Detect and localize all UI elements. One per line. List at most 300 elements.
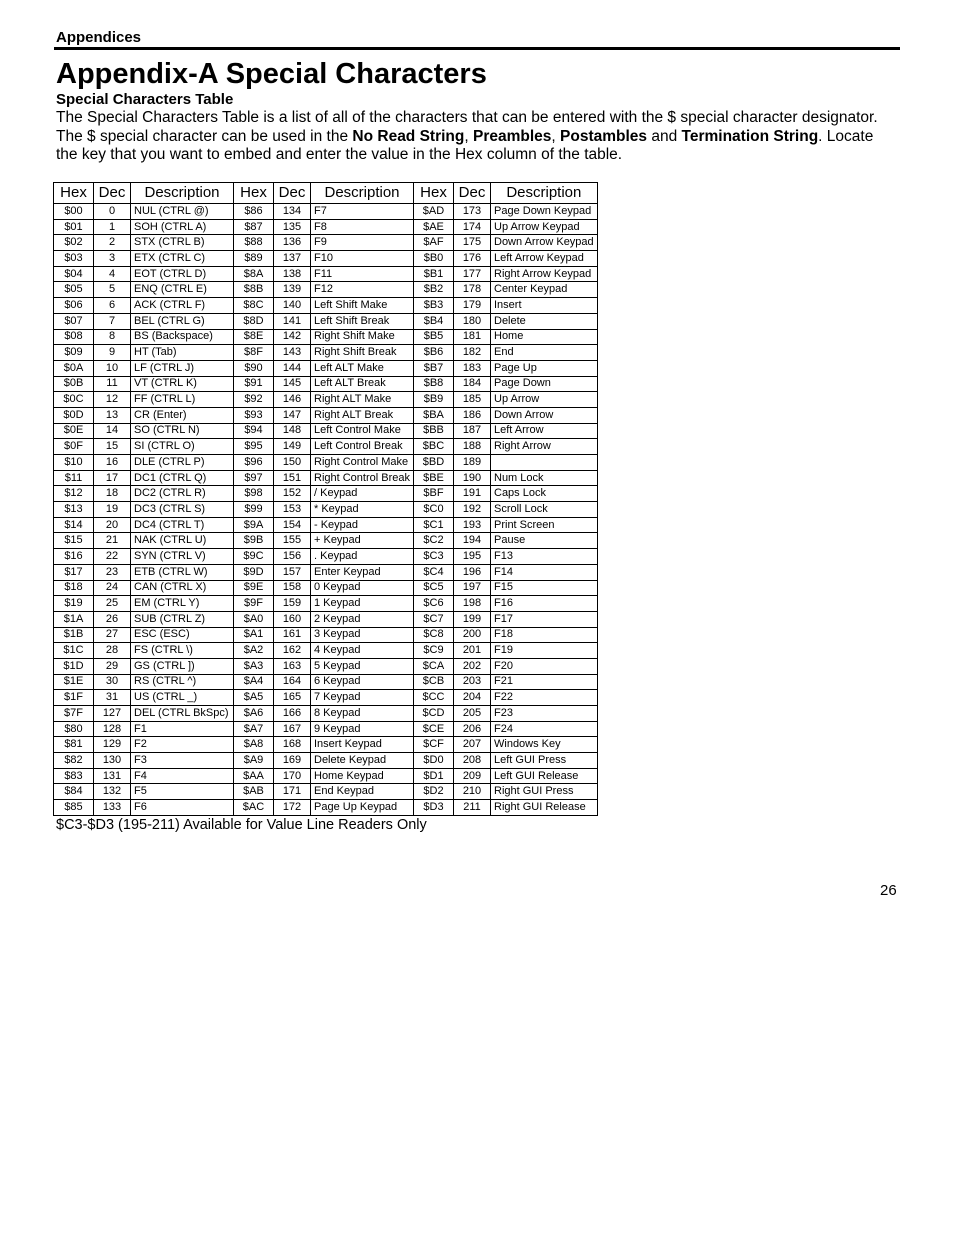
dec-cell: 0 xyxy=(94,204,131,220)
dec-cell: 168 xyxy=(274,737,311,753)
hex-cell: $9E xyxy=(234,580,274,596)
description-cell: Left Shift Break xyxy=(311,313,414,329)
dec-cell: 142 xyxy=(274,329,311,345)
dec-cell: 149 xyxy=(274,439,311,455)
dec-cell: 209 xyxy=(454,768,491,784)
dec-cell: 178 xyxy=(454,282,491,298)
description-cell: Up Arrow Keypad xyxy=(491,219,598,235)
hex-cell: $C2 xyxy=(414,533,454,549)
dec-cell: 28 xyxy=(94,643,131,659)
table-row xyxy=(54,204,598,220)
description-cell: F21 xyxy=(491,674,598,690)
description-cell: Caps Lock xyxy=(491,486,598,502)
description-cell: BS (Backspace) xyxy=(131,329,234,345)
description-cell: F18 xyxy=(491,627,598,643)
hex-cell: $07 xyxy=(54,313,94,329)
dec-cell: 31 xyxy=(94,690,131,706)
dec-cell: 210 xyxy=(454,784,491,800)
description-cell: Insert Keypad xyxy=(311,737,414,753)
description-cell: End Keypad xyxy=(311,784,414,800)
table-row xyxy=(54,345,598,361)
description-cell: Down Arrow Keypad xyxy=(491,235,598,251)
term-termination-string: Termination String xyxy=(681,127,819,145)
hex-cell: $AD xyxy=(414,204,454,220)
dec-cell: 146 xyxy=(274,392,311,408)
description-cell: Page Up xyxy=(491,360,598,376)
description-cell: DC4 (CTRL T) xyxy=(131,517,234,533)
dec-cell: 8 xyxy=(94,329,131,345)
hex-cell: $0F xyxy=(54,439,94,455)
description-cell: Num Lock xyxy=(491,470,598,486)
hex-cell: $93 xyxy=(234,407,274,423)
description-cell: 5 Keypad xyxy=(311,658,414,674)
intro-sep-2: , xyxy=(551,127,561,145)
hex-cell: $B4 xyxy=(414,313,454,329)
description-cell: STX (CTRL B) xyxy=(131,235,234,251)
description-cell: Enter Keypad xyxy=(311,564,414,580)
description-cell: F13 xyxy=(491,549,598,565)
hex-cell: $D3 xyxy=(414,800,454,816)
table-row xyxy=(54,360,598,376)
col-header-description: Description xyxy=(311,183,414,204)
hex-cell: $D2 xyxy=(414,784,454,800)
dec-cell: 134 xyxy=(274,204,311,220)
hex-cell: $16 xyxy=(54,549,94,565)
description-cell: 7 Keypad xyxy=(311,690,414,706)
hex-cell: $8C xyxy=(234,298,274,314)
dec-cell: 127 xyxy=(94,706,131,722)
description-cell: ENQ (CTRL E) xyxy=(131,282,234,298)
description-cell: Left Shift Make xyxy=(311,298,414,314)
dec-cell: 11 xyxy=(94,376,131,392)
hex-cell: $8A xyxy=(234,266,274,282)
dec-cell: 158 xyxy=(274,580,311,596)
hex-cell: $92 xyxy=(234,392,274,408)
hex-cell: $B1 xyxy=(414,266,454,282)
table-row xyxy=(54,439,598,455)
description-cell: 1 Keypad xyxy=(311,596,414,612)
table-row xyxy=(54,376,598,392)
page-number: 26 xyxy=(880,882,897,899)
dec-cell: 183 xyxy=(454,360,491,376)
description-cell: Left GUI Release xyxy=(491,768,598,784)
table-row xyxy=(54,219,598,235)
hex-cell: $BB xyxy=(414,423,454,439)
hex-cell: $11 xyxy=(54,470,94,486)
description-cell: F11 xyxy=(311,266,414,282)
dec-cell: 22 xyxy=(94,549,131,565)
description-cell: Home Keypad xyxy=(311,768,414,784)
description-cell: FF (CTRL L) xyxy=(131,392,234,408)
dec-cell: 206 xyxy=(454,721,491,737)
dec-cell: 131 xyxy=(94,768,131,784)
hex-cell: $83 xyxy=(54,768,94,784)
description-cell: Left Control Make xyxy=(311,423,414,439)
description-cell: DEL (CTRL BkSpc) xyxy=(131,706,234,722)
description-cell: + Keypad xyxy=(311,533,414,549)
description-cell: Scroll Lock xyxy=(491,502,598,518)
hex-cell: $CF xyxy=(414,737,454,753)
description-cell: F7 xyxy=(311,204,414,220)
dec-cell: 2 xyxy=(94,235,131,251)
table-row xyxy=(54,800,598,816)
hex-cell: $C4 xyxy=(414,564,454,580)
dec-cell: 204 xyxy=(454,690,491,706)
hex-cell: $C1 xyxy=(414,517,454,533)
table-row xyxy=(54,721,598,737)
description-cell: RS (CTRL ^) xyxy=(131,674,234,690)
dec-cell: 139 xyxy=(274,282,311,298)
description-cell: Home xyxy=(491,329,598,345)
dec-cell: 182 xyxy=(454,345,491,361)
table-row xyxy=(54,737,598,753)
hex-cell: $04 xyxy=(54,266,94,282)
hex-cell: $88 xyxy=(234,235,274,251)
description-cell: 8 Keypad xyxy=(311,706,414,722)
term-postambles: Postambles xyxy=(560,127,648,145)
hex-cell: $BA xyxy=(414,407,454,423)
dec-cell: 27 xyxy=(94,627,131,643)
dec-cell: 174 xyxy=(454,219,491,235)
description-cell: F20 xyxy=(491,658,598,674)
hex-cell: $98 xyxy=(234,486,274,502)
dec-cell: 180 xyxy=(454,313,491,329)
description-cell: Right Control Break xyxy=(311,470,414,486)
hex-cell: $97 xyxy=(234,470,274,486)
description-cell: F12 xyxy=(311,282,414,298)
intro-text-2: . Locate the key that you want to embed and enter the value in the Hex column of the table. xyxy=(56,127,874,163)
description-cell: SUB (CTRL Z) xyxy=(131,611,234,627)
table-row xyxy=(54,235,598,251)
dec-cell: 19 xyxy=(94,502,131,518)
description-cell: 0 Keypad xyxy=(311,580,414,596)
dec-cell: 30 xyxy=(94,674,131,690)
description-cell: DC2 (CTRL R) xyxy=(131,486,234,502)
hex-cell: $09 xyxy=(54,345,94,361)
dec-cell: 143 xyxy=(274,345,311,361)
dec-cell: 7 xyxy=(94,313,131,329)
table-row xyxy=(54,455,598,471)
intro-sep-3: and xyxy=(647,127,682,145)
hex-cell: $CE xyxy=(414,721,454,737)
dec-cell: 128 xyxy=(94,721,131,737)
description-cell: F10 xyxy=(311,251,414,267)
description-cell: F23 xyxy=(491,706,598,722)
dec-cell: 195 xyxy=(454,549,491,565)
dec-cell: 169 xyxy=(274,753,311,769)
dec-cell: 18 xyxy=(94,486,131,502)
dec-cell: 208 xyxy=(454,753,491,769)
hex-cell: $08 xyxy=(54,329,94,345)
hex-cell: $7F xyxy=(54,706,94,722)
hex-cell: $1A xyxy=(54,611,94,627)
hex-cell: $1D xyxy=(54,658,94,674)
description-cell: EOT (CTRL D) xyxy=(131,266,234,282)
dec-cell: 20 xyxy=(94,517,131,533)
dec-cell: 9 xyxy=(94,345,131,361)
hex-cell: $1B xyxy=(54,627,94,643)
hex-cell: $CC xyxy=(414,690,454,706)
intro-text-1: The Special Characters Table is a list of all of the characters that can be entered with the $ special character designator. The $ special character can be used in the xyxy=(56,109,878,145)
hex-cell: $C0 xyxy=(414,502,454,518)
hex-cell: $C6 xyxy=(414,596,454,612)
table-row xyxy=(54,407,598,423)
description-cell: F9 xyxy=(311,235,414,251)
dec-cell: 10 xyxy=(94,360,131,376)
intro-sep-1: , xyxy=(464,127,473,145)
description-cell: Page Down xyxy=(491,376,598,392)
dec-cell: 15 xyxy=(94,439,131,455)
description-cell: F24 xyxy=(491,721,598,737)
description-cell: EM (CTRL Y) xyxy=(131,596,234,612)
dec-cell: 192 xyxy=(454,502,491,518)
hex-cell: $85 xyxy=(54,800,94,816)
dec-cell: 203 xyxy=(454,674,491,690)
hex-cell: $A9 xyxy=(234,753,274,769)
table-row xyxy=(54,470,598,486)
hex-cell: $A7 xyxy=(234,721,274,737)
hex-cell: $1C xyxy=(54,643,94,659)
description-cell: F8 xyxy=(311,219,414,235)
dec-cell: 171 xyxy=(274,784,311,800)
description-cell: GS (CTRL ]) xyxy=(131,658,234,674)
hex-cell: $C5 xyxy=(414,580,454,596)
hex-cell: $82 xyxy=(54,753,94,769)
table-row xyxy=(54,251,598,267)
hex-cell: $81 xyxy=(54,737,94,753)
hex-cell: $13 xyxy=(54,502,94,518)
hex-cell: $0B xyxy=(54,376,94,392)
description-cell: Left GUI Press xyxy=(491,753,598,769)
description-cell: F22 xyxy=(491,690,598,706)
dec-cell: 197 xyxy=(454,580,491,596)
description-cell: FS (CTRL \) xyxy=(131,643,234,659)
table-subtitle: Special Characters Table xyxy=(56,91,234,108)
description-cell: Delete xyxy=(491,313,598,329)
dec-cell: 136 xyxy=(274,235,311,251)
hex-cell: $1F xyxy=(54,690,94,706)
section-header: Appendices xyxy=(56,29,142,46)
table-row xyxy=(54,392,598,408)
hex-cell: $18 xyxy=(54,580,94,596)
hex-cell: $CA xyxy=(414,658,454,674)
hex-cell: $8B xyxy=(234,282,274,298)
dec-cell: 25 xyxy=(94,596,131,612)
hex-cell: $B9 xyxy=(414,392,454,408)
hex-cell: $B0 xyxy=(414,251,454,267)
col-header-dec: Dec xyxy=(454,183,491,204)
hex-cell: $8F xyxy=(234,345,274,361)
dec-cell: 205 xyxy=(454,706,491,722)
hex-cell: $01 xyxy=(54,219,94,235)
hex-cell: $B3 xyxy=(414,298,454,314)
dec-cell: 173 xyxy=(454,204,491,220)
col-header-hex: Hex xyxy=(414,183,454,204)
hex-cell: $9A xyxy=(234,517,274,533)
hex-cell: $00 xyxy=(54,204,94,220)
table-row xyxy=(54,423,598,439)
dec-cell: 12 xyxy=(94,392,131,408)
hex-cell: $BD xyxy=(414,455,454,471)
dec-cell: 150 xyxy=(274,455,311,471)
dec-cell: 144 xyxy=(274,360,311,376)
description-cell: 2 Keypad xyxy=(311,611,414,627)
description-cell: * Keypad xyxy=(311,502,414,518)
hex-cell: $94 xyxy=(234,423,274,439)
description-cell: Left Arrow xyxy=(491,423,598,439)
hex-cell: $0D xyxy=(54,407,94,423)
hex-cell: $AA xyxy=(234,768,274,784)
dec-cell: 160 xyxy=(274,611,311,627)
hex-cell: $02 xyxy=(54,235,94,251)
hex-cell: $05 xyxy=(54,282,94,298)
dec-cell: 167 xyxy=(274,721,311,737)
hex-cell: $A5 xyxy=(234,690,274,706)
dec-cell: 200 xyxy=(454,627,491,643)
description-cell: Left Arrow Keypad xyxy=(491,251,598,267)
table-row xyxy=(54,486,598,502)
description-cell: DLE (CTRL P) xyxy=(131,455,234,471)
table-row xyxy=(54,611,598,627)
dec-cell: 163 xyxy=(274,658,311,674)
description-cell: NUL (CTRL @) xyxy=(131,204,234,220)
col-header-dec: Dec xyxy=(274,183,311,204)
page-title: Appendix-A Special Characters xyxy=(56,58,487,90)
dec-cell: 157 xyxy=(274,564,311,580)
hex-cell: $84 xyxy=(54,784,94,800)
hex-cell: $9D xyxy=(234,564,274,580)
table-row xyxy=(54,517,598,533)
description-cell: Right Shift Make xyxy=(311,329,414,345)
hex-cell: $BC xyxy=(414,439,454,455)
hex-cell: $0A xyxy=(54,360,94,376)
dec-cell: 211 xyxy=(454,800,491,816)
dec-cell: 164 xyxy=(274,674,311,690)
hex-cell: $14 xyxy=(54,517,94,533)
description-cell: CAN (CTRL X) xyxy=(131,580,234,596)
description-cell: F14 xyxy=(491,564,598,580)
col-header-hex: Hex xyxy=(234,183,274,204)
table-row xyxy=(54,329,598,345)
hex-cell: $90 xyxy=(234,360,274,376)
dec-cell: 145 xyxy=(274,376,311,392)
hex-cell: $8D xyxy=(234,313,274,329)
description-cell: F5 xyxy=(131,784,234,800)
description-cell: ESC (ESC) xyxy=(131,627,234,643)
hex-cell: $86 xyxy=(234,204,274,220)
hex-cell: $D0 xyxy=(414,753,454,769)
col-header-description: Description xyxy=(491,183,598,204)
special-characters-table xyxy=(53,182,598,816)
dec-cell: 13 xyxy=(94,407,131,423)
dec-cell: 6 xyxy=(94,298,131,314)
table-row xyxy=(54,580,598,596)
dec-cell: 201 xyxy=(454,643,491,659)
hex-cell: $B8 xyxy=(414,376,454,392)
description-cell: Up Arrow xyxy=(491,392,598,408)
description-cell: F17 xyxy=(491,611,598,627)
table-row xyxy=(54,753,598,769)
table-row xyxy=(54,298,598,314)
table-row xyxy=(54,564,598,580)
hex-cell: $AE xyxy=(414,219,454,235)
description-cell: F3 xyxy=(131,753,234,769)
hex-cell: $A6 xyxy=(234,706,274,722)
dec-cell: 186 xyxy=(454,407,491,423)
hex-cell: $C8 xyxy=(414,627,454,643)
description-cell: BEL (CTRL G) xyxy=(131,313,234,329)
description-cell: SOH (CTRL A) xyxy=(131,219,234,235)
description-cell: DC1 (CTRL Q) xyxy=(131,470,234,486)
dec-cell: 184 xyxy=(454,376,491,392)
hex-cell: $C7 xyxy=(414,611,454,627)
dec-cell: 129 xyxy=(94,737,131,753)
dec-cell: 196 xyxy=(454,564,491,580)
description-cell: Windows Key xyxy=(491,737,598,753)
hex-cell: $95 xyxy=(234,439,274,455)
dec-cell: 3 xyxy=(94,251,131,267)
description-cell: CR (Enter) xyxy=(131,407,234,423)
dec-cell: 1 xyxy=(94,219,131,235)
dec-cell: 16 xyxy=(94,455,131,471)
dec-cell: 202 xyxy=(454,658,491,674)
hex-cell: $99 xyxy=(234,502,274,518)
dec-cell: 166 xyxy=(274,706,311,722)
description-cell: / Keypad xyxy=(311,486,414,502)
description-cell: Right Control Make xyxy=(311,455,414,471)
dec-cell: 181 xyxy=(454,329,491,345)
description-cell: SYN (CTRL V) xyxy=(131,549,234,565)
dec-cell: 148 xyxy=(274,423,311,439)
description-cell: Delete Keypad xyxy=(311,753,414,769)
hex-cell: $D1 xyxy=(414,768,454,784)
hex-cell: $06 xyxy=(54,298,94,314)
dec-cell: 207 xyxy=(454,737,491,753)
dec-cell: 165 xyxy=(274,690,311,706)
table-row xyxy=(54,658,598,674)
table-row xyxy=(54,768,598,784)
hex-cell: $C9 xyxy=(414,643,454,659)
col-header-description: Description xyxy=(131,183,234,204)
table-row xyxy=(54,282,598,298)
description-cell: Right Shift Break xyxy=(311,345,414,361)
description-cell: SO (CTRL N) xyxy=(131,423,234,439)
table-row xyxy=(54,674,598,690)
dec-cell: 153 xyxy=(274,502,311,518)
hex-cell: $A4 xyxy=(234,674,274,690)
hex-cell: $19 xyxy=(54,596,94,612)
description-cell: - Keypad xyxy=(311,517,414,533)
description-cell: Right GUI Release xyxy=(491,800,598,816)
dec-cell: 130 xyxy=(94,753,131,769)
table-header-row xyxy=(54,183,598,204)
description-cell: DC3 (CTRL S) xyxy=(131,502,234,518)
hex-cell: $9F xyxy=(234,596,274,612)
table-row xyxy=(54,627,598,643)
dec-cell: 132 xyxy=(94,784,131,800)
description-cell: Right Arrow xyxy=(491,439,598,455)
description-cell: Left ALT Break xyxy=(311,376,414,392)
dec-cell: 170 xyxy=(274,768,311,784)
dec-cell: 162 xyxy=(274,643,311,659)
dec-cell: 190 xyxy=(454,470,491,486)
table-row xyxy=(54,266,598,282)
hex-cell: $B7 xyxy=(414,360,454,376)
hex-cell: $96 xyxy=(234,455,274,471)
description-cell: F1 xyxy=(131,721,234,737)
description-cell: Print Screen xyxy=(491,517,598,533)
table-body xyxy=(54,204,598,816)
